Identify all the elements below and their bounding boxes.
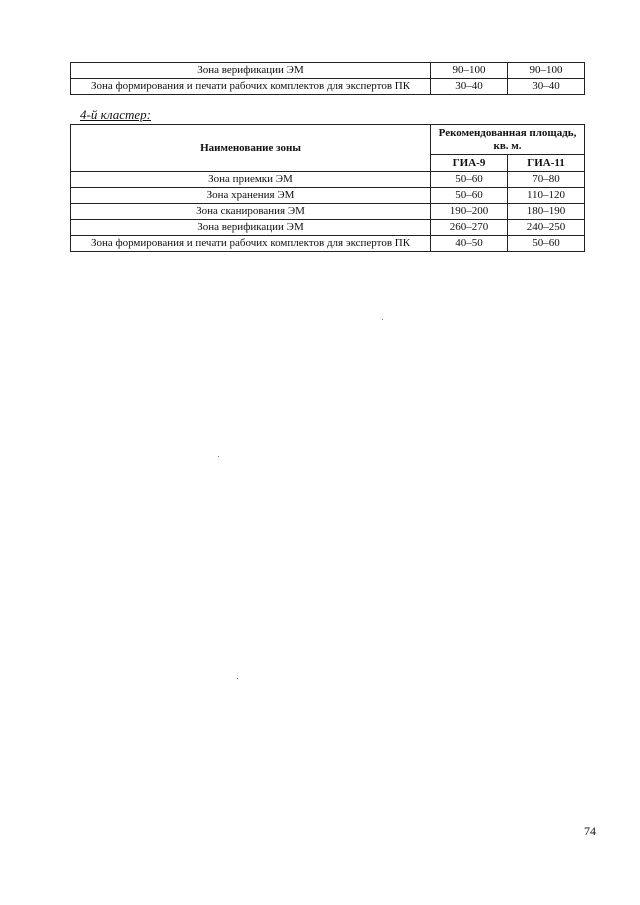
gia11-area-cell: 30–40 (508, 79, 585, 95)
gia11-area-cell: 90–100 (508, 63, 585, 79)
zone-name-cell: Зона верификации ЭМ (71, 63, 431, 79)
zone-name-cell: Зона верификации ЭМ (71, 220, 431, 236)
gia9-area-cell: 90–100 (431, 63, 508, 79)
table-row (71, 188, 585, 204)
gia9-area-cell: 50–60 (431, 172, 508, 188)
gia11-area-cell: 50–60 (508, 236, 585, 252)
zone-name-cell: Зона хранения ЭМ (71, 188, 431, 204)
zone-name-cell: Зона формирования и печати рабочих комплектов для экспертов ПК (71, 236, 431, 252)
table-row (71, 172, 585, 188)
gia11-area-cell: 70–80 (508, 172, 585, 188)
gia9-area-cell: 260–270 (431, 220, 508, 236)
zone-name-cell: Зона приемки ЭМ (71, 172, 431, 188)
scan-speck (237, 678, 238, 679)
gia9-area-cell: 40–50 (431, 236, 508, 252)
page-number: 74 (584, 824, 596, 838)
cluster-4-zones-table (70, 124, 585, 252)
zone-name-cell: Зона сканирования ЭМ (71, 204, 431, 220)
gia9-area-cell: 30–40 (431, 79, 508, 95)
recommended-area-header: Рекомендованная площадь, кв. м. (431, 125, 585, 155)
gia11-area-cell: 110–120 (508, 188, 585, 204)
cluster-4-heading: 4-й кластер: (80, 107, 152, 122)
gia11-area-cell: 180–190 (508, 204, 585, 220)
gia9-area-cell: 50–60 (431, 188, 508, 204)
table-row (71, 79, 585, 95)
gia9-area-cell: 190–200 (431, 204, 508, 220)
zones-table-continued (70, 62, 585, 95)
scan-speck (382, 319, 383, 320)
table-header-row (71, 125, 585, 155)
zone-name-cell: Зона формирования и печати рабочих комплектов для экспертов ПК (71, 79, 431, 95)
table-row (71, 63, 585, 79)
gia9-header: ГИА-9 (431, 155, 508, 172)
gia11-area-cell: 240–250 (508, 220, 585, 236)
table-row (71, 236, 585, 252)
table-row (71, 220, 585, 236)
table-row (71, 204, 585, 220)
scan-speck (218, 456, 219, 457)
zone-name-header: Наименование зоны (71, 125, 431, 172)
gia11-header: ГИА-11 (508, 155, 585, 172)
